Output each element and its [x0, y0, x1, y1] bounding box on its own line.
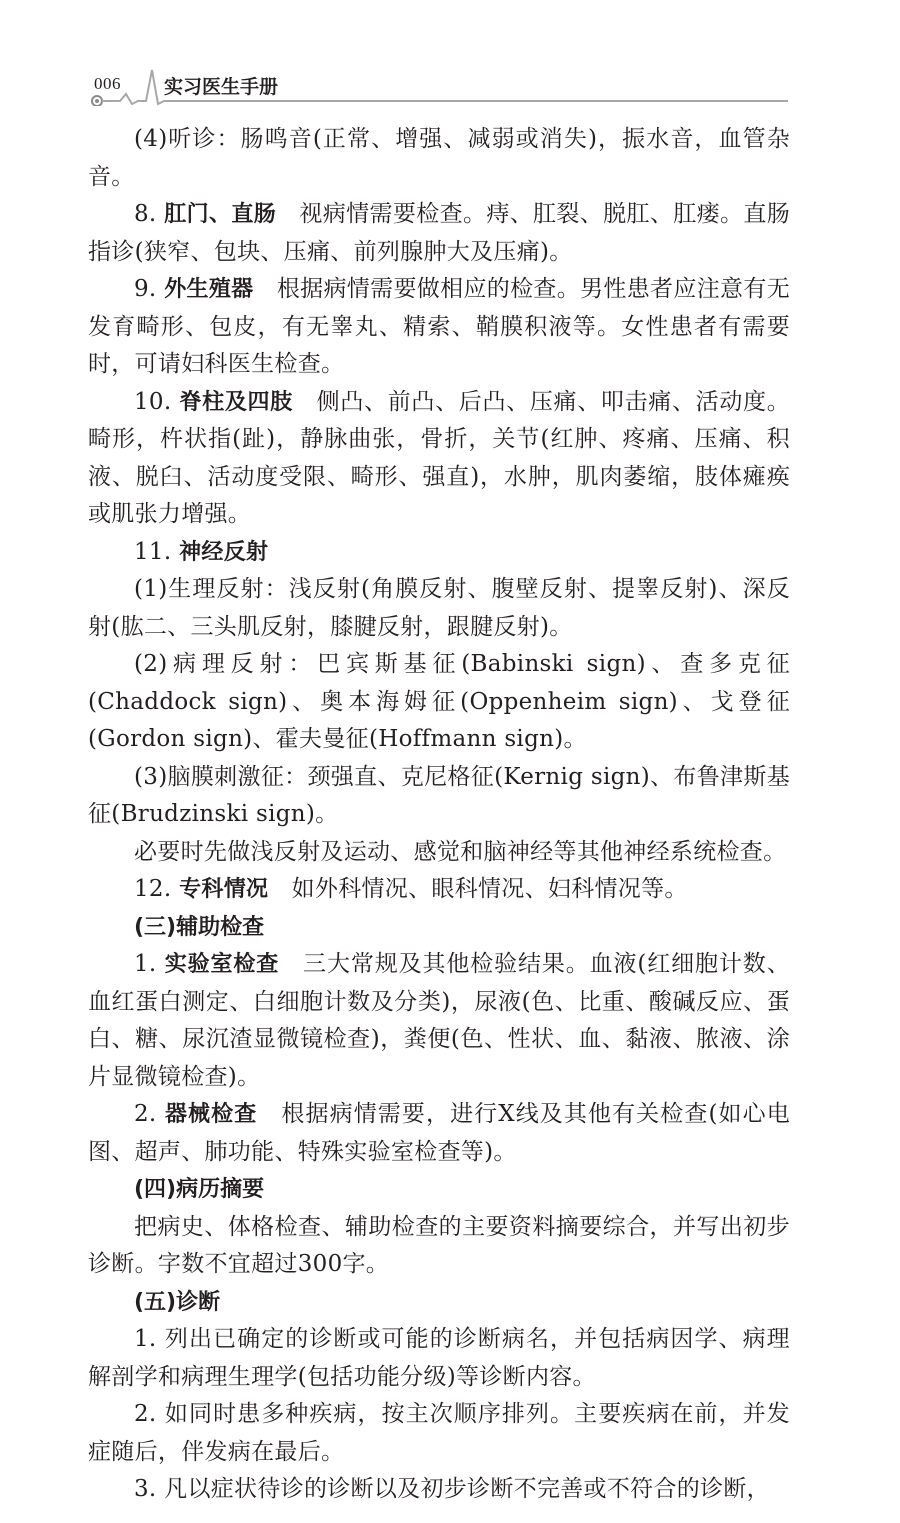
section-heading-diagnosis: (五)诊断 — [134, 1289, 221, 1315]
paragraph-anus-rectum: 8. 肛门、直肠 视病情需要检查。痔、肛裂、脱肛、肛瘘。直肠指诊(狭窄、包块、压痛、前列腺肿大及压痛)。 — [88, 201, 790, 265]
book-title: 实习医生手册 — [164, 76, 279, 98]
item-title: 外生殖器 — [164, 277, 254, 302]
running-header — [0, 0, 900, 110]
paragraph-diagnosis-1: 1. 列出已确定的诊断或可能的诊断病名，并包括病因学、病理解剖学和病理生理学(包括功能分级)等诊断内容。 — [88, 1326, 790, 1390]
paragraph-diagnosis-2: 2. 如同时患多种疾病，按主次顺序排列。主要疾病在前，并发症随后，伴发病在最后。 — [88, 1401, 790, 1465]
paragraph-pathological-reflex: (2)病理反射：巴宾斯基征(Babinski sign)、查多克征(Chaddock sign)、奥本海姆征(Oppenheim sign)、戈登征(Gordon sign)、霍夫曼征(Hoffmann sign)。 — [88, 651, 790, 752]
item-title: 实验室检查 — [164, 952, 280, 977]
section-heading-auxiliary-exams: (三)辅助检查 — [134, 914, 265, 940]
paragraph-spine-limbs: 10. 脊柱及四肢 侧凸、前凸、后凸、压痛、叩击痛、活动度。畸形，杵状指(趾)，静脉曲张，骨折，关节(红肿、疼痛、压痛、积液、脱臼、活动度受限、畸形、强直)，水肿，肌肉萎缩，肢体瘫痪或肌张力增强。 — [88, 388, 790, 527]
paragraph-additional-exams: 必要时先做浅反射及运动、感觉和脑神经等其他神经系统检查。 — [134, 838, 787, 865]
paragraph-meningeal-signs: (3)脑膜刺激征：颈强直、克尼格征(Kernig sign)、布鲁津斯基征(Brudzinski sign)。 — [88, 763, 790, 827]
item-title: 专科情况 — [179, 877, 269, 902]
paragraph-reflexes-title: 11. 神经反射 — [134, 538, 269, 565]
section-heading-summary: (四)病历摘要 — [134, 1177, 265, 1202]
paragraph-physiological-reflex: (1)生理反射：浅反射(角膜反射、腹壁反射、提睾反射)、深反射(肱二、三头肌反射，膝腱反射，跟腱反射)。 — [88, 576, 790, 640]
page-number: 006 — [94, 74, 121, 93]
item-title: 器械检查 — [164, 1102, 258, 1127]
paragraph-lab-exams: 1. 实验室检查 三大常规及其他检验结果。血液(红细胞计数、血红蛋白测定、白细胞计数及分类)，尿液(色、比重、酸碱反应、蛋白、糖、尿沉渣显微镜检查)，粪便(色、性状、血、黏液、脓液、涂片显微镜检查)。 — [88, 951, 790, 1090]
item-title: 神经反射 — [179, 539, 269, 565]
paragraph-summary: 把病史、体格检查、辅助检查的主要资料摘要综合，并写出初步诊断。字数不宜超过300字。 — [88, 1213, 790, 1277]
paragraph-diagnosis-3: 3. 凡以症状待诊的诊断以及初步诊断不完善或不符合的诊断， — [134, 1476, 770, 1502]
paragraph-genitalia: 9. 外生殖器 根据病情需要做相应的检查。男性患者应注意有无发育畸形、包皮，有无睾丸、精索、鞘膜积液等。女性患者有需要时，可请妇科医生检查。 — [88, 276, 790, 377]
paragraph-specialty: 12. 专科情况 如外科情况、眼科情况、妇科情况等。 — [134, 876, 688, 902]
paragraph-auscultation: (4)听诊：肠鸣音(正常、增强、减弱或消失)，振水音，血管杂音。 — [88, 126, 790, 190]
item-title: 肛门、直肠 — [164, 202, 277, 227]
page-body — [88, 121, 790, 1509]
item-title: 脊柱及四肢 — [179, 389, 293, 415]
paragraph-instrument-exams: 2. 器械检查 根据病情需要，进行X线及其他有关检查(如心电图、超声、肺功能、特殊实验室检查等)。 — [88, 1101, 791, 1165]
